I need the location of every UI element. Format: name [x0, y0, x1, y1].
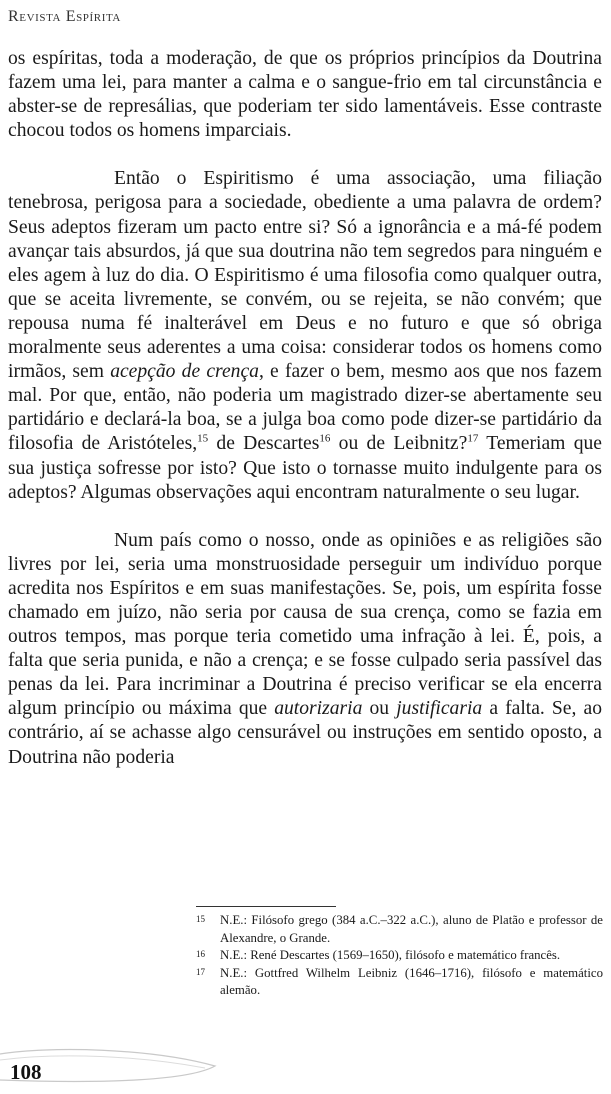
paragraph-3 — [8, 529, 602, 770]
footnote-divider — [196, 906, 336, 907]
paragraph-3-text-a: Num país como o nosso, onde as opiniões e as religiões são livres por lei, seria uma monstruosidade perseguir um indivíduo porque acredita nos Espíritos e em suas manifestações. Se, pois, um espírita fosse chamado em juízo, não seria por causa de sua crença, como se fazia em outros tempos, mas porque teria cometido uma infração à lei. É, pois, a falta que seria punida, e não a crença; e se fosse culpado seria passível das penas da lei. Para incriminar a Doutrina é preciso verificar se ela encerra algum princípio ou máxima que — [8, 529, 602, 720]
italic-word: autorizaria — [274, 698, 363, 720]
paragraph-2-text-c: de Descartes — [208, 433, 320, 455]
page-number: 108 — [10, 1060, 42, 1084]
paragraph-2-text-b: , e fazer o bem, mesmo aos que nos fazem mal. Por que, então, não poderia um magistrado dizer-se abertamente seu partidário e declará-la boa, se a julga boa como pode dizer-se partidário da filosofia de Aristóteles, — [8, 361, 602, 455]
footnote-17 — [196, 965, 603, 1000]
footnote-ref-17[interactable]: 17 — [467, 432, 479, 445]
italic-word: justificaria — [396, 698, 483, 720]
footnote-text: N.E.: Gottfred Wilhelm Leibniz (1646–1716), filósofo e matemático alemão. — [220, 965, 603, 997]
footnote-number: 16 — [196, 949, 205, 959]
paragraph-2 — [8, 167, 602, 504]
body-text — [8, 47, 602, 794]
paragraph-1: os espíritas, toda a moderação, de que os próprios princípios da Doutrina fazem uma lei, para manter a calma e o sangue-frio em tal circunstância e abster-se de represálias, que poderiam ter sido lamentáveis. Esse contraste chocou todos os homens imparciais. — [8, 48, 602, 142]
footnotes — [196, 912, 603, 1000]
paragraph-3-text-b: ou — [362, 698, 397, 720]
footnote-number: 15 — [196, 914, 205, 924]
footnote-15 — [196, 912, 603, 947]
footnote-number: 17 — [196, 966, 205, 977]
italic-phrase: acepção de crença — [110, 361, 259, 383]
footnote-ref-16[interactable]: 16 — [319, 432, 331, 445]
footnote-16 — [196, 947, 603, 965]
paragraph-2-text-a: Então o Espiritismo é uma associação, uma filiação tenebrosa, perigosa para a sociedade, obediente a uma palavra de ordem? Seus adeptos fizeram um pacto entre si? Só a ignorância e a má-fé podem avançar tais absurdos, já que sua doutrina não tem segredos para ninguém e eles agem à luz do dia. O Espiritismo é uma filosofia como qualquer outra, que se aceita livremente, se convém, ou se rejeita, se não convém; que repousa numa fé inalterável em Deus e no futuro e que só obriga moralmente seus aderentes a uma coisa: considerar todos os homens como irmãos, sem — [8, 168, 602, 383]
footnote-ref-15[interactable]: 15 — [197, 432, 209, 445]
running-head: Revista Espírita — [8, 8, 121, 25]
paragraph-2-text-d: ou de Leibnitz? — [330, 433, 468, 455]
paragraph-3-text-c: a falta. Se, ao contrário, aí se achasse algo censurável ou instruções em sentido oposto, a Doutrina não poderia — [8, 698, 602, 768]
footnote-text: N.E.: René Descartes (1569–1650), filósofo e matemático francês. — [220, 948, 561, 962]
paragraph-2-text-e: Temeriam que sua justiça sofresse por isto? Que isto o tornasse muito indulgente para os adeptos? Algumas observações aqui encontram naturalmente o seu lugar. — [8, 433, 602, 503]
footnote-text: N.E.: Filósofo grego (384 a.C.–322 a.C.), aluno de Platão e professor de Alexandre, o Grande. — [220, 913, 603, 945]
